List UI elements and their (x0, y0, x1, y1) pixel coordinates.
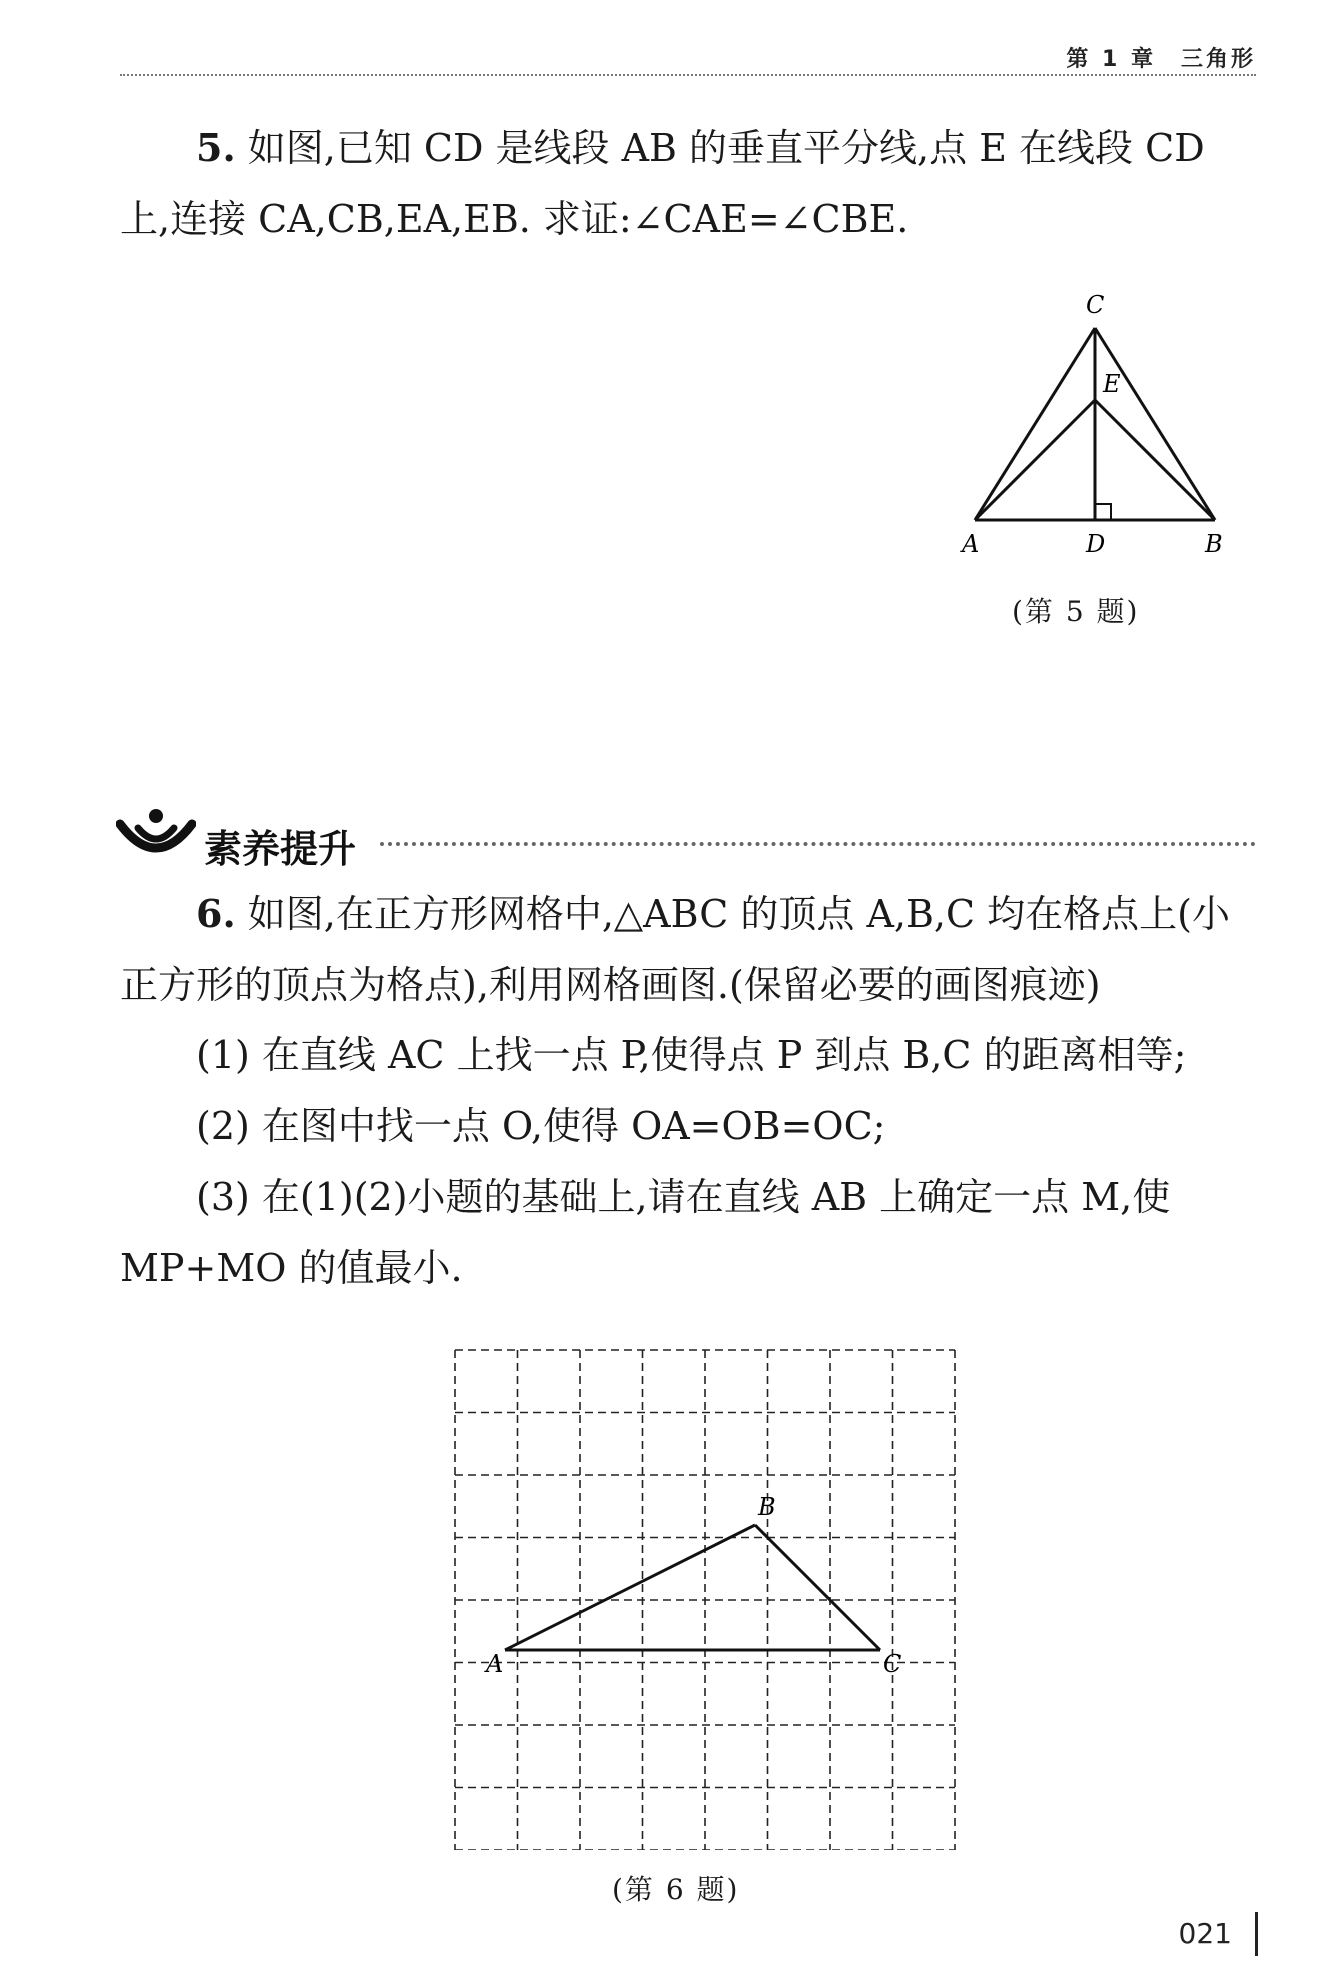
problem-6-text (120, 878, 1256, 1021)
problem-5-caption: (第 5 题) (1012, 595, 1140, 628)
label-b: B (1205, 530, 1223, 558)
segment-bc (755, 1525, 880, 1650)
page-number-bar (1255, 1912, 1258, 1956)
header-divider (120, 74, 1256, 76)
label-c: C (883, 1650, 902, 1678)
problem-6-number: 6. (196, 891, 236, 936)
label-e: E (1103, 370, 1121, 398)
section-logo-icon (116, 806, 196, 868)
page-number: 021 (1178, 1917, 1232, 1950)
problem-6-caption: (第 6 题) (612, 1873, 740, 1906)
segment-cb (1095, 328, 1215, 520)
square-grid (455, 1350, 955, 1850)
segment-eb (1095, 400, 1215, 520)
label-d: D (1086, 530, 1106, 558)
problem-5-text (120, 112, 1256, 255)
label-c: C (1086, 291, 1105, 319)
problem-6-part-3: (3) 在(1)(2)小题的基础上,请在直线 AB 上确定一点 M,使 MP+MO 的值最小. (120, 1175, 1171, 1290)
running-header: 第 1 章 三角形 (1066, 47, 1256, 72)
problem-6-intro: 如图,在正方形网格中,△ABC 的顶点 A,B,C 均在格点上(小正方形的顶点为格点),利用网格画图.(保留必要的画图痕迹) (120, 892, 1230, 1007)
label-a: A (962, 530, 980, 558)
problem-6-part-2: (2) 在图中找一点 O,使得 OA=OB=OC; (196, 1104, 886, 1148)
label-b: B (758, 1493, 776, 1521)
section-divider (380, 842, 1256, 846)
problem-6-part-1: (1) 在直线 AC 上找一点 P,使得点 P 到点 B,C 的距离相等; (196, 1033, 1187, 1077)
label-a: A (486, 1650, 504, 1678)
section-title: 素养提升 (204, 827, 357, 871)
problem-5-statement: 如图,已知 CD 是线段 AB 的垂直平分线,点 E 在线段 CD 上,连接 CA,CB,EA,EB. 求证:∠CAE=∠CBE. (120, 126, 1205, 241)
segment-ca (975, 328, 1095, 520)
problem-5-figure (960, 290, 1230, 560)
problem-6-grid-figure (440, 1330, 960, 1850)
problem-5-number: 5. (196, 125, 236, 170)
segment-ab (505, 1525, 755, 1650)
segment-ea (975, 400, 1095, 520)
right-angle-mark (1095, 504, 1111, 520)
